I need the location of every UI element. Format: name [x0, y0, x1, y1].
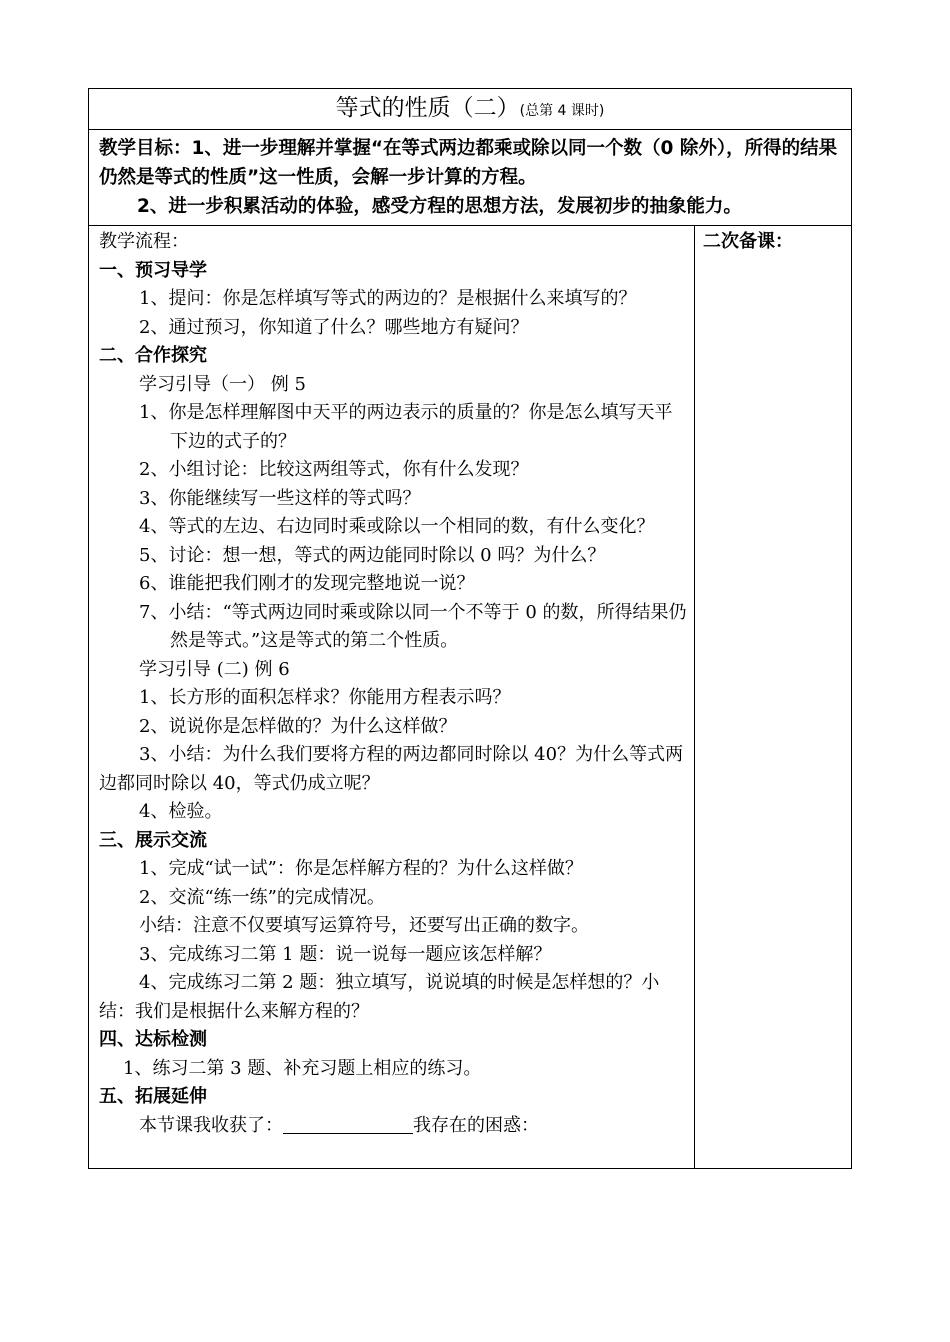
section-heading-1: 一、预习导学 [99, 259, 207, 281]
second-prep-label: 二次备课： [703, 231, 793, 252]
page-title: 等式的性质（二） [335, 95, 520, 121]
list-item: 1、长方形的面积怎样求？你能用方程表示吗？ [139, 687, 511, 708]
list-item: 7、小结：“等式两边同时乘或除以同一个不等于 0 的数，所得结果仍然是等式。”这是等式的第二个性质。 [139, 601, 687, 651]
list-item: 2、通过预习，你知道了什么？哪些地方有疑问？ [139, 316, 529, 338]
list-item: 4、完成练习二第 2 题：独立填写，说说填的时候是怎样想的？小结：我们是根据什么来解方程的？ [99, 972, 660, 1022]
reflection-line [99, 1112, 688, 1141]
flow-label: 教学流程： [99, 231, 189, 252]
list-item: 2、小组讨论：比较这两组等式，你有什么发现？ [139, 459, 529, 480]
teaching-goals [89, 130, 852, 226]
gain-label: 本节课我收获了： [139, 1114, 283, 1136]
guide-2: 学习引导 (二) 例 6 [139, 658, 290, 680]
lesson-count: (总第 4 课时) [519, 103, 605, 119]
list-item: 4、检验。 [139, 801, 223, 822]
list-item: 3、完成练习二第 1 题：说一说每一题应该怎样解？ [139, 943, 552, 965]
list-item: 5、讨论：想一想，等式的两边能同时除以 0 吗？为什么？ [139, 544, 606, 566]
teaching-flow [89, 226, 695, 1169]
lesson-plan-table [88, 88, 852, 1169]
second-prep-column [695, 226, 852, 1169]
section-heading-3: 三、展示交流 [99, 829, 207, 851]
list-item: 3、你能继续写一些这样的等式吗？ [139, 487, 421, 509]
list-item: 2、说说你是怎样做的？为什么这样做？ [139, 715, 457, 737]
goal-2: 2、进一步积累活动的体验，感受方程的思想方法，发展初步的抽象能力。 [137, 196, 742, 217]
list-item: 6、谁能把我们刚才的发现完整地说一说？ [139, 573, 475, 594]
lesson-plan-page [88, 88, 851, 1169]
section-heading-4: 四、达标检测 [99, 1029, 207, 1050]
section-heading-2: 二、合作探究 [99, 345, 207, 366]
list-item: 1、提问：你是怎样填写等式的两边的？是根据什么来填写的？ [139, 288, 637, 309]
list-item: 4、等式的左边、右边同时乘或除以一个相同的数，有什么变化？ [139, 516, 655, 537]
list-item: 1、完成“试一试”：你是怎样解方程的？为什么这样做？ [139, 858, 583, 879]
doubt-label: 我存在的困惑： [413, 1114, 539, 1136]
answer-blank[interactable] [283, 1113, 413, 1134]
title-cell [89, 89, 852, 130]
list-item: 1、你是怎样理解图中天平的两边表示的质量的？你是怎么填写天平下边的式子的？ [139, 402, 673, 452]
list-item: 2、交流“练一练”的完成情况。 [139, 886, 385, 908]
list-item: 1、练习二第 3 题、补充习题上相应的练习。 [123, 1057, 482, 1079]
section-heading-5: 五、拓展延伸 [99, 1086, 207, 1107]
guide-1: 学习引导（一） 例 5 [139, 373, 306, 395]
list-item: 小结：注意不仅要填写运算符号，还要写出正确的数字。 [139, 915, 589, 936]
goal-1: 教学目标：1、进一步理解并掌握“在等式两边都乘或除以同一个数（0 除外），所得的结果仍然是等式的性质”这一性质，会解一步计算的方程。 [99, 138, 838, 188]
list-item: 3、小结：为什么我们要将方程的两边都同时除以 40？为什么等式两边都同时除以 40，等式仍成立呢？ [99, 744, 684, 794]
